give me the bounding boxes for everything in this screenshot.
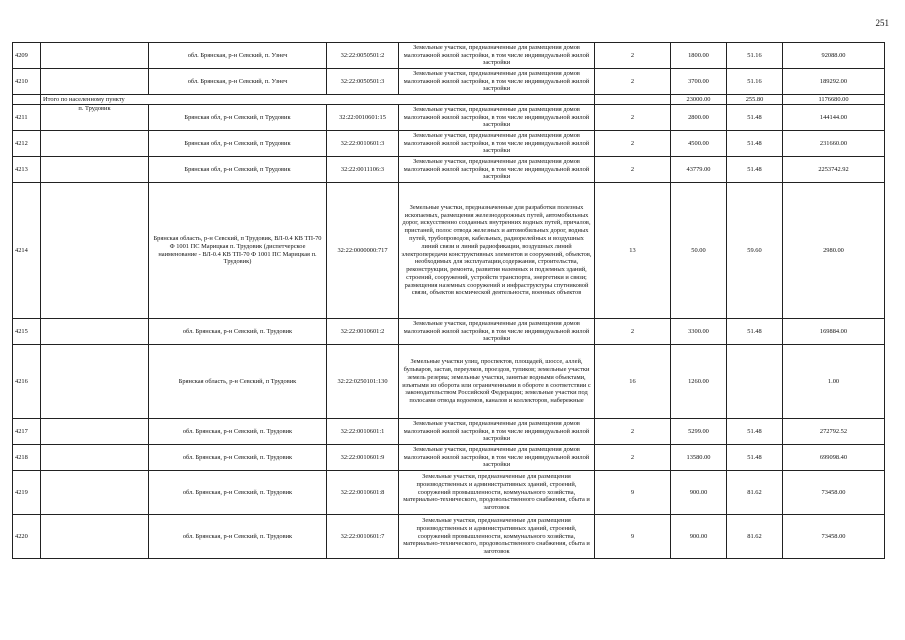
row-number: 4214 [13, 183, 41, 319]
cadastral-number-cell: 32:22:0000000:717 [327, 183, 399, 319]
land-use-cell: Земельные участки, предназначенные для разработки полезных ископаемых, размещения железнодорожных путей, автомобильных дорог, искусственно созданных внутренних водных путей, причалов, пристаней, полос отвода железных и автомобильных дорог, водных путей, трубопроводов, кабельных, радиорелейных и воздушных линий связи и линий радиофикации, воздушных линий электропередачи конструктивных элементов и сооружений, объектов, необходимых для эксплуатации,содержания, строительства, реконструкции, ремонта, развития наземных и подземных зданий, строений, сооружений, устройств транспорта, энергетики и связи; размещения наземных сооружений и инфраструктуры спутниковой связи, объектов космической деятельности, военных объектов [399, 183, 595, 319]
land-use-cell: Земельные участки, предназначенные для размещения домов малоэтажной жилой застройки, в том числе индивидуальной жилой застройки [399, 157, 595, 183]
rate-cell [727, 345, 783, 419]
use-group-cell: 2 [595, 419, 671, 445]
land-use-cell: Земельные участки, предназначенные для размещения домов малоэтажной жилой застройки, в том числе индивидуальной жилой застройки [399, 105, 595, 131]
cost-cell: 699098.40 [783, 445, 885, 471]
rate-cell: 51.48 [727, 157, 783, 183]
rate-cell: 51.48 [727, 131, 783, 157]
land-use-cell: Земельные участки, предназначенные для размещения домов малоэтажной жилой застройки, в том числе индивидуальной жилой застройки [399, 445, 595, 471]
rate-cell: 51.16 [727, 69, 783, 95]
section-cell [41, 157, 149, 183]
total-row [13, 95, 885, 105]
page-number: 251 [875, 18, 889, 28]
row-number: 4213 [13, 157, 41, 183]
land-use-cell: Земельные участки, предназначенные для размещения домов малоэтажной жилой застройки, в том числе индивидуальной жилой застройки [399, 43, 595, 69]
area-cell: 1800.00 [671, 43, 727, 69]
cadastral-number-cell: 32:22:0010601:2 [327, 319, 399, 345]
table-body [13, 43, 885, 559]
table-row [13, 419, 885, 445]
section-cell [41, 69, 149, 95]
row-number: 4211 [13, 105, 41, 131]
cost-cell: 1.00 [783, 345, 885, 419]
location-cell: обл. Брянская, р-н Севский, п. Трудовик [149, 515, 327, 559]
location-cell: обл. Брянская, р-н Севский, п. Узнеч [149, 69, 327, 95]
rate-cell: 51.48 [727, 445, 783, 471]
area-cell: 1260.00 [671, 345, 727, 419]
cadastral-number-cell: 32:22:0010601:1 [327, 419, 399, 445]
table-row [13, 43, 885, 69]
location-cell: Брянская область, р-н Севский, п Трудовик [149, 345, 327, 419]
land-use-cell: Земельные участки, предназначенные для размещения домов малоэтажной жилой застройки, в том числе индивидуальной жилой застройки [399, 69, 595, 95]
section-cell [41, 345, 149, 419]
section-cell [41, 471, 149, 515]
cadastral-number-cell: 32:22:0010601:15 [327, 105, 399, 131]
total-empty-cell [13, 95, 41, 105]
rate-cell: 51.48 [727, 105, 783, 131]
use-group-cell: 9 [595, 471, 671, 515]
table-row [13, 445, 885, 471]
use-group-cell: 2 [595, 319, 671, 345]
cost-cell: 231660.00 [783, 131, 885, 157]
use-group-cell: 16 [595, 345, 671, 419]
area-cell: 3700.00 [671, 69, 727, 95]
cadastral-number-cell: 32:22:0011106:3 [327, 157, 399, 183]
rate-cell: 59.60 [727, 183, 783, 319]
use-group-cell: 2 [595, 105, 671, 131]
cost-cell: 189292.00 [783, 69, 885, 95]
row-number: 4217 [13, 419, 41, 445]
cost-cell: 2980.00 [783, 183, 885, 319]
row-number: 4209 [13, 43, 41, 69]
location-cell: обл. Брянская, р-н Севский, п. Трудовик [149, 471, 327, 515]
section-cell [41, 183, 149, 319]
rate-cell: 81.62 [727, 515, 783, 559]
cost-cell: 272792.52 [783, 419, 885, 445]
row-number: 4220 [13, 515, 41, 559]
cost-cell: 2253742.92 [783, 157, 885, 183]
section-cell [41, 319, 149, 345]
total-label: Итого по населенному пункту [41, 95, 595, 105]
land-use-cell: Земельные участки, предназначенные для размещения домов малоэтажной жилой застройки, в том числе индивидуальной жилой застройки [399, 131, 595, 157]
cadastral-number-cell: 32:22:0010601:7 [327, 515, 399, 559]
cadastral-number-cell: 32:22:0250101:130 [327, 345, 399, 419]
row-number: 4215 [13, 319, 41, 345]
area-cell: 4500.00 [671, 131, 727, 157]
section-cell [41, 131, 149, 157]
area-cell: 900.00 [671, 515, 727, 559]
table-row [13, 471, 885, 515]
cost-cell: 73458.00 [783, 471, 885, 515]
use-group-cell: 9 [595, 515, 671, 559]
location-cell: Брянская обл, р-н Севский, п Трудовик [149, 157, 327, 183]
area-cell: 3300.00 [671, 319, 727, 345]
cost-cell: 73458.00 [783, 515, 885, 559]
row-number: 4216 [13, 345, 41, 419]
row-number: 4212 [13, 131, 41, 157]
rate-cell: 51.16 [727, 43, 783, 69]
land-use-cell: Земельные участки, предназначенные для размещения домов малоэтажной жилой застройки, в том числе индивидуальной жилой застройки [399, 419, 595, 445]
location-cell: Брянская обл, р-н Севский, п Трудовик [149, 105, 327, 131]
location-cell: обл. Брянская, р-н Севский, п. Узнеч [149, 43, 327, 69]
section-cell [41, 105, 149, 131]
cadastral-number-cell: 32:22:0010601:8 [327, 471, 399, 515]
total-area: 23000.00 [671, 95, 727, 105]
use-group-cell: 2 [595, 43, 671, 69]
area-cell: 5299.00 [671, 419, 727, 445]
row-number: 4210 [13, 69, 41, 95]
area-cell: 43779.00 [671, 157, 727, 183]
area-cell: 900.00 [671, 471, 727, 515]
cadastral-value-table [12, 42, 885, 559]
location-cell: обл. Брянская, р-н Севский, п. Трудовик [149, 319, 327, 345]
rate-cell: 51.48 [727, 319, 783, 345]
section-cell [41, 43, 149, 69]
row-number: 4219 [13, 471, 41, 515]
table-row [13, 183, 885, 319]
cadastral-number-cell: 32:22:0050501:2 [327, 43, 399, 69]
location-cell: Брянская обл, р-н Севский, п Трудовик [149, 131, 327, 157]
use-group-cell: 2 [595, 157, 671, 183]
cost-cell: 92088.00 [783, 43, 885, 69]
total-cost: 1176680.00 [783, 95, 885, 105]
table-row [13, 105, 885, 131]
location-cell: Брянская область, р-н Севский, п Трудовик, ВЛ-0.4 КВ ТП-70 Ф 1001 ПС Марицкая п. Трудовик (диспетчерское наименование - ВЛ-0.4 КВ ТП-70 Ф 1001 ПС Марицкая п. Трудовик) [149, 183, 327, 319]
cost-cell: 169884.00 [783, 319, 885, 345]
table-row [13, 157, 885, 183]
table-row [13, 515, 885, 559]
total-rate: 255.80 [727, 95, 783, 105]
section-cell [41, 445, 149, 471]
cadastral-number-cell: 32:22:0010601:9 [327, 445, 399, 471]
land-use-cell: Земельные участки, предназначенные для размещения домов малоэтажной жилой застройки, в том числе индивидуальной жилой застройки [399, 319, 595, 345]
area-cell: 2800.00 [671, 105, 727, 131]
location-cell: обл. Брянская, р-н Севский, п. Трудовик [149, 445, 327, 471]
rate-cell: 51.48 [727, 419, 783, 445]
cadastral-number-cell: 32:22:0010601:3 [327, 131, 399, 157]
use-group-cell: 13 [595, 183, 671, 319]
table-row [13, 345, 885, 419]
area-cell: 13580.00 [671, 445, 727, 471]
cadastral-number-cell: 32:22:0050501:3 [327, 69, 399, 95]
land-use-cell: Земельные участки улиц, проспектов, площадей, шоссе, аллей, бульваров, застав, переулков, проездов, тупиков; земельные участки земель резерва; земельные участки, занятые водными объектами, изъятыми из оборота или ограниченными в обороте в соответствии с законодательством Российской Федерации; земельные участки под полосами отвода водоемов, каналов и коллекторов, набережные [399, 345, 595, 419]
land-use-cell: Земельные участки, предназначенные для размещения производственных и административных зданий, строений, сооружений промышленности, коммунального хозяйства, материально-технического, продовольственного снабжения, сбыта и заготовок [399, 515, 595, 559]
table-row [13, 69, 885, 95]
cost-cell: 144144.00 [783, 105, 885, 131]
section-label: п. Трудовик [78, 104, 111, 112]
use-group-cell: 2 [595, 445, 671, 471]
section-cell [41, 515, 149, 559]
use-group-cell: 2 [595, 69, 671, 95]
total-empty-cell [595, 95, 671, 105]
table-row [13, 319, 885, 345]
section-cell [41, 419, 149, 445]
location-cell: обл. Брянская, р-н Севский, п. Трудовик [149, 419, 327, 445]
use-group-cell: 2 [595, 131, 671, 157]
rate-cell: 81.62 [727, 471, 783, 515]
area-cell: 50.00 [671, 183, 727, 319]
table-row [13, 131, 885, 157]
land-use-cell: Земельные участки, предназначенные для размещения производственных и административных зданий, строений, сооружений промышленности, коммунального хозяйства, материально-технического, продовольственного снабжения, сбыта и заготовок [399, 471, 595, 515]
row-number: 4218 [13, 445, 41, 471]
